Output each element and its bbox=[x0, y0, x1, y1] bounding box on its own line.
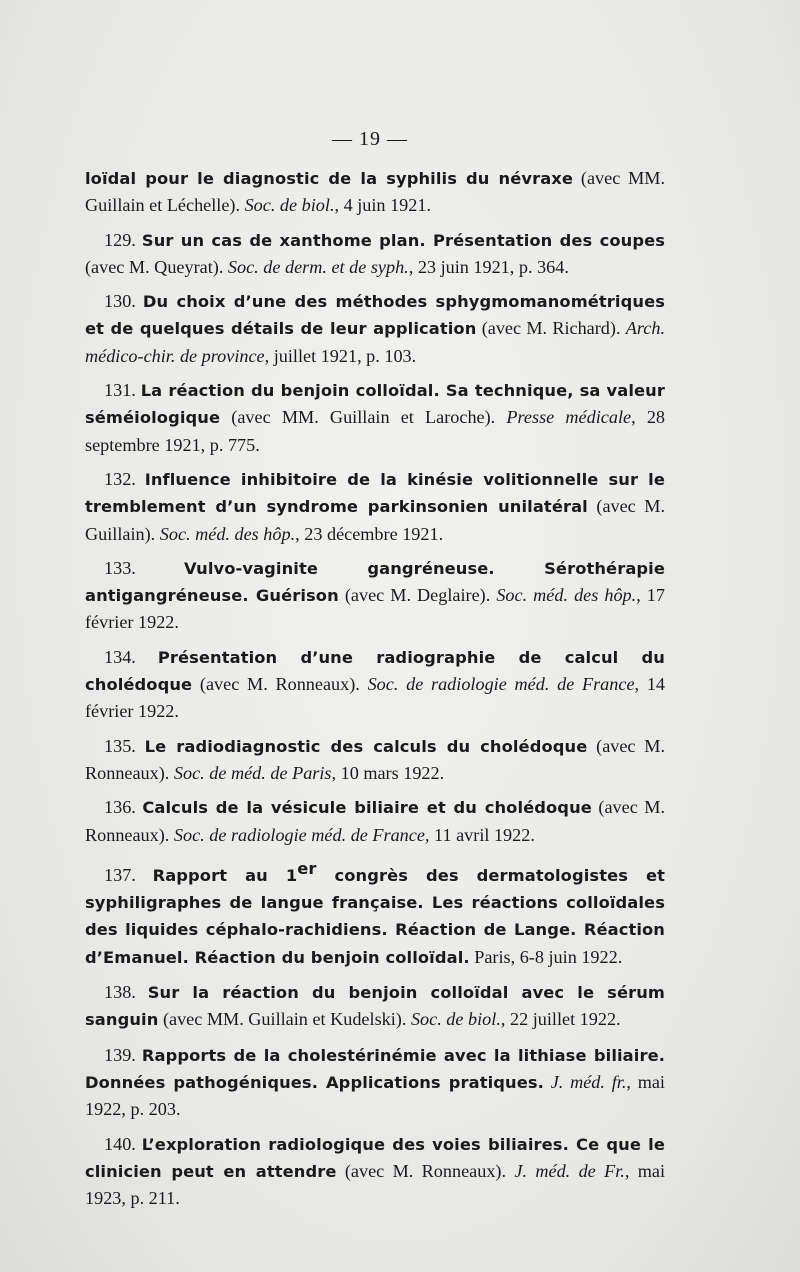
entry-number: 139. bbox=[104, 1044, 142, 1065]
entry-journal: J. méd. fr. bbox=[550, 1071, 627, 1092]
entry-journal: Soc. méd. des hôp. bbox=[496, 585, 637, 606]
entry-number: 133. bbox=[104, 557, 185, 578]
bibliography-entry bbox=[85, 227, 665, 281]
entry-title: loïdal pour le diagnostic de la syphilis du névraxe bbox=[85, 169, 574, 188]
entry-credit: (avec M. Ronneaux). bbox=[85, 797, 666, 845]
entry-details: , mai 1922, p. 203. bbox=[85, 1071, 665, 1120]
bibliography-entry bbox=[85, 1131, 665, 1212]
entry-title: congrès des dermatologistes et syphiligraphes de langue française. Les réactions colloïdales des liquides céphalo-rachidiens. Réaction de Lange. Réaction d’Emanuel. Réaction du benjoin colloïdal. bbox=[85, 865, 666, 967]
bibliography-entry bbox=[85, 644, 665, 725]
entry-number: 132. bbox=[104, 468, 145, 489]
entry-number: 137. bbox=[104, 864, 153, 885]
entry-credit: (avec M. Ronneaux). bbox=[85, 735, 666, 783]
bibliography-entry bbox=[85, 288, 665, 369]
entry-title: L’exploration radiologique des voies biliaires. Ce que le clinicien peut en attendre bbox=[85, 1134, 666, 1181]
entry-title: Calculs de la vésicule biliaire et du cholédoque bbox=[142, 798, 592, 818]
entry-number: 135. bbox=[104, 735, 145, 756]
entry-number: 140. bbox=[104, 1133, 142, 1154]
entry-credit: (avec M. Guillain). bbox=[85, 496, 665, 544]
entry-details: , 28 septembre 1921, p. 775. bbox=[85, 407, 666, 455]
entry-title: Sur un cas de xanthome plan. Présentation des coupes bbox=[141, 230, 666, 250]
entry-details: , 17 février 1922. bbox=[85, 585, 665, 633]
entry-details: , 23 décembre 1921. bbox=[295, 523, 444, 544]
bibliography-entry bbox=[85, 466, 665, 547]
entry-journal: Soc. de méd. de Paris, bbox=[173, 762, 337, 783]
entry-credit: (avec MM. Guillain et Kudelski). bbox=[158, 1009, 411, 1030]
entry-credit: (avec M. Richard). bbox=[476, 318, 626, 339]
entry-title: Présentation d’une radiographie de calcul du cholédoque bbox=[85, 647, 665, 695]
entry-credit: (avec MM. Guillain et Laroche). bbox=[220, 407, 507, 428]
entry-title: Le radiodiagnostic des calculs du cholédoque bbox=[144, 736, 588, 756]
entry-number: 138. bbox=[104, 982, 148, 1003]
entry-details: , juillet 1921, p. 103. bbox=[264, 345, 417, 366]
entry-journal: Soc. de biol. bbox=[410, 1009, 501, 1030]
bibliography-entry bbox=[85, 1042, 665, 1123]
entry-details: 11 avril 1922. bbox=[429, 824, 535, 845]
entry-credit: (avec M. Deglaire). bbox=[338, 585, 497, 606]
entry-journal: Arch. médico-chir. de province bbox=[85, 318, 666, 366]
entry-details: , 14 février 1922. bbox=[85, 674, 665, 722]
entry-title: La réaction du benjoin colloïdal. Sa technique, sa valeur séméiologique bbox=[85, 381, 666, 428]
entry-title: Rapports de la cholestérinémie avec la lithiase biliaire. Données pathogéniques. Applications pratiques. bbox=[85, 1045, 666, 1092]
entry-number: 131. bbox=[104, 380, 141, 401]
entry-title: Sur la réaction du benjoin colloïdal avec le sérum sanguin bbox=[85, 983, 665, 1030]
bibliography-entry bbox=[85, 165, 665, 219]
entry-journal: Presse médicale bbox=[506, 407, 632, 428]
entry-details: , mai 1923, p. 211. bbox=[85, 1160, 666, 1209]
entry-title-superscript: er bbox=[297, 858, 317, 878]
entry-journal: Soc. de radiologie méd. de France bbox=[367, 674, 635, 695]
bibliography-list bbox=[85, 165, 665, 1219]
entry-credit: (avec M. Queyrat). bbox=[85, 256, 228, 277]
entry-number: 129. bbox=[104, 229, 142, 250]
bibliography-entry bbox=[85, 733, 665, 787]
entry-title-prefix: Rapport au 1 bbox=[152, 865, 298, 885]
entry-details: , 4 juin 1921. bbox=[334, 195, 431, 216]
entry-title: Vulvo-vaginite gangréneuse. Sérothérapie antigangréneuse. Guérison bbox=[85, 558, 665, 606]
bibliography-entry bbox=[85, 794, 665, 848]
entry-title: Du choix d’une des méthodes sphygmomanométriques et de quelques détails de leur application bbox=[85, 292, 665, 339]
entry-journal: J. méd. de Fr. bbox=[514, 1160, 625, 1181]
entry-details: Paris, 6-8 juin 1922. bbox=[469, 946, 623, 967]
entry-credit bbox=[544, 1072, 551, 1092]
entry-details: 10 mars 1922. bbox=[336, 762, 445, 783]
entry-journal: Soc. méd. des hôp. bbox=[159, 523, 296, 544]
bibliography-entry bbox=[85, 979, 665, 1034]
entry-journal: Soc. de derm. et de syph. bbox=[227, 256, 409, 277]
bibliography-entry bbox=[85, 377, 665, 458]
entry-credit: (avec M. Ronneaux). bbox=[336, 1160, 515, 1181]
entry-credit: (avec MM. Guillain et Léchelle). bbox=[85, 168, 665, 216]
entry-journal: Soc. de radiologie méd. de France, bbox=[173, 824, 430, 845]
entry-details: , 22 juillet 1922. bbox=[500, 1009, 621, 1030]
entry-journal: Soc. de biol. bbox=[244, 195, 335, 216]
bibliography-entry bbox=[85, 555, 665, 636]
entry-details: , 23 juin 1921, p. 364. bbox=[408, 256, 569, 277]
entry-number: 130. bbox=[104, 291, 143, 312]
bibliography-entry bbox=[85, 856, 665, 971]
entry-title: Influence inhibitoire de la kinésie volitionnelle sur le tremblement d’un syndrome parkinsonien unilatéral bbox=[85, 469, 666, 517]
entry-credit: (avec M. Ronneaux). bbox=[192, 674, 368, 695]
entry-number: 134. bbox=[104, 646, 158, 667]
page-number: — 19 — bbox=[332, 128, 408, 150]
entry-number: 136. bbox=[104, 797, 143, 818]
